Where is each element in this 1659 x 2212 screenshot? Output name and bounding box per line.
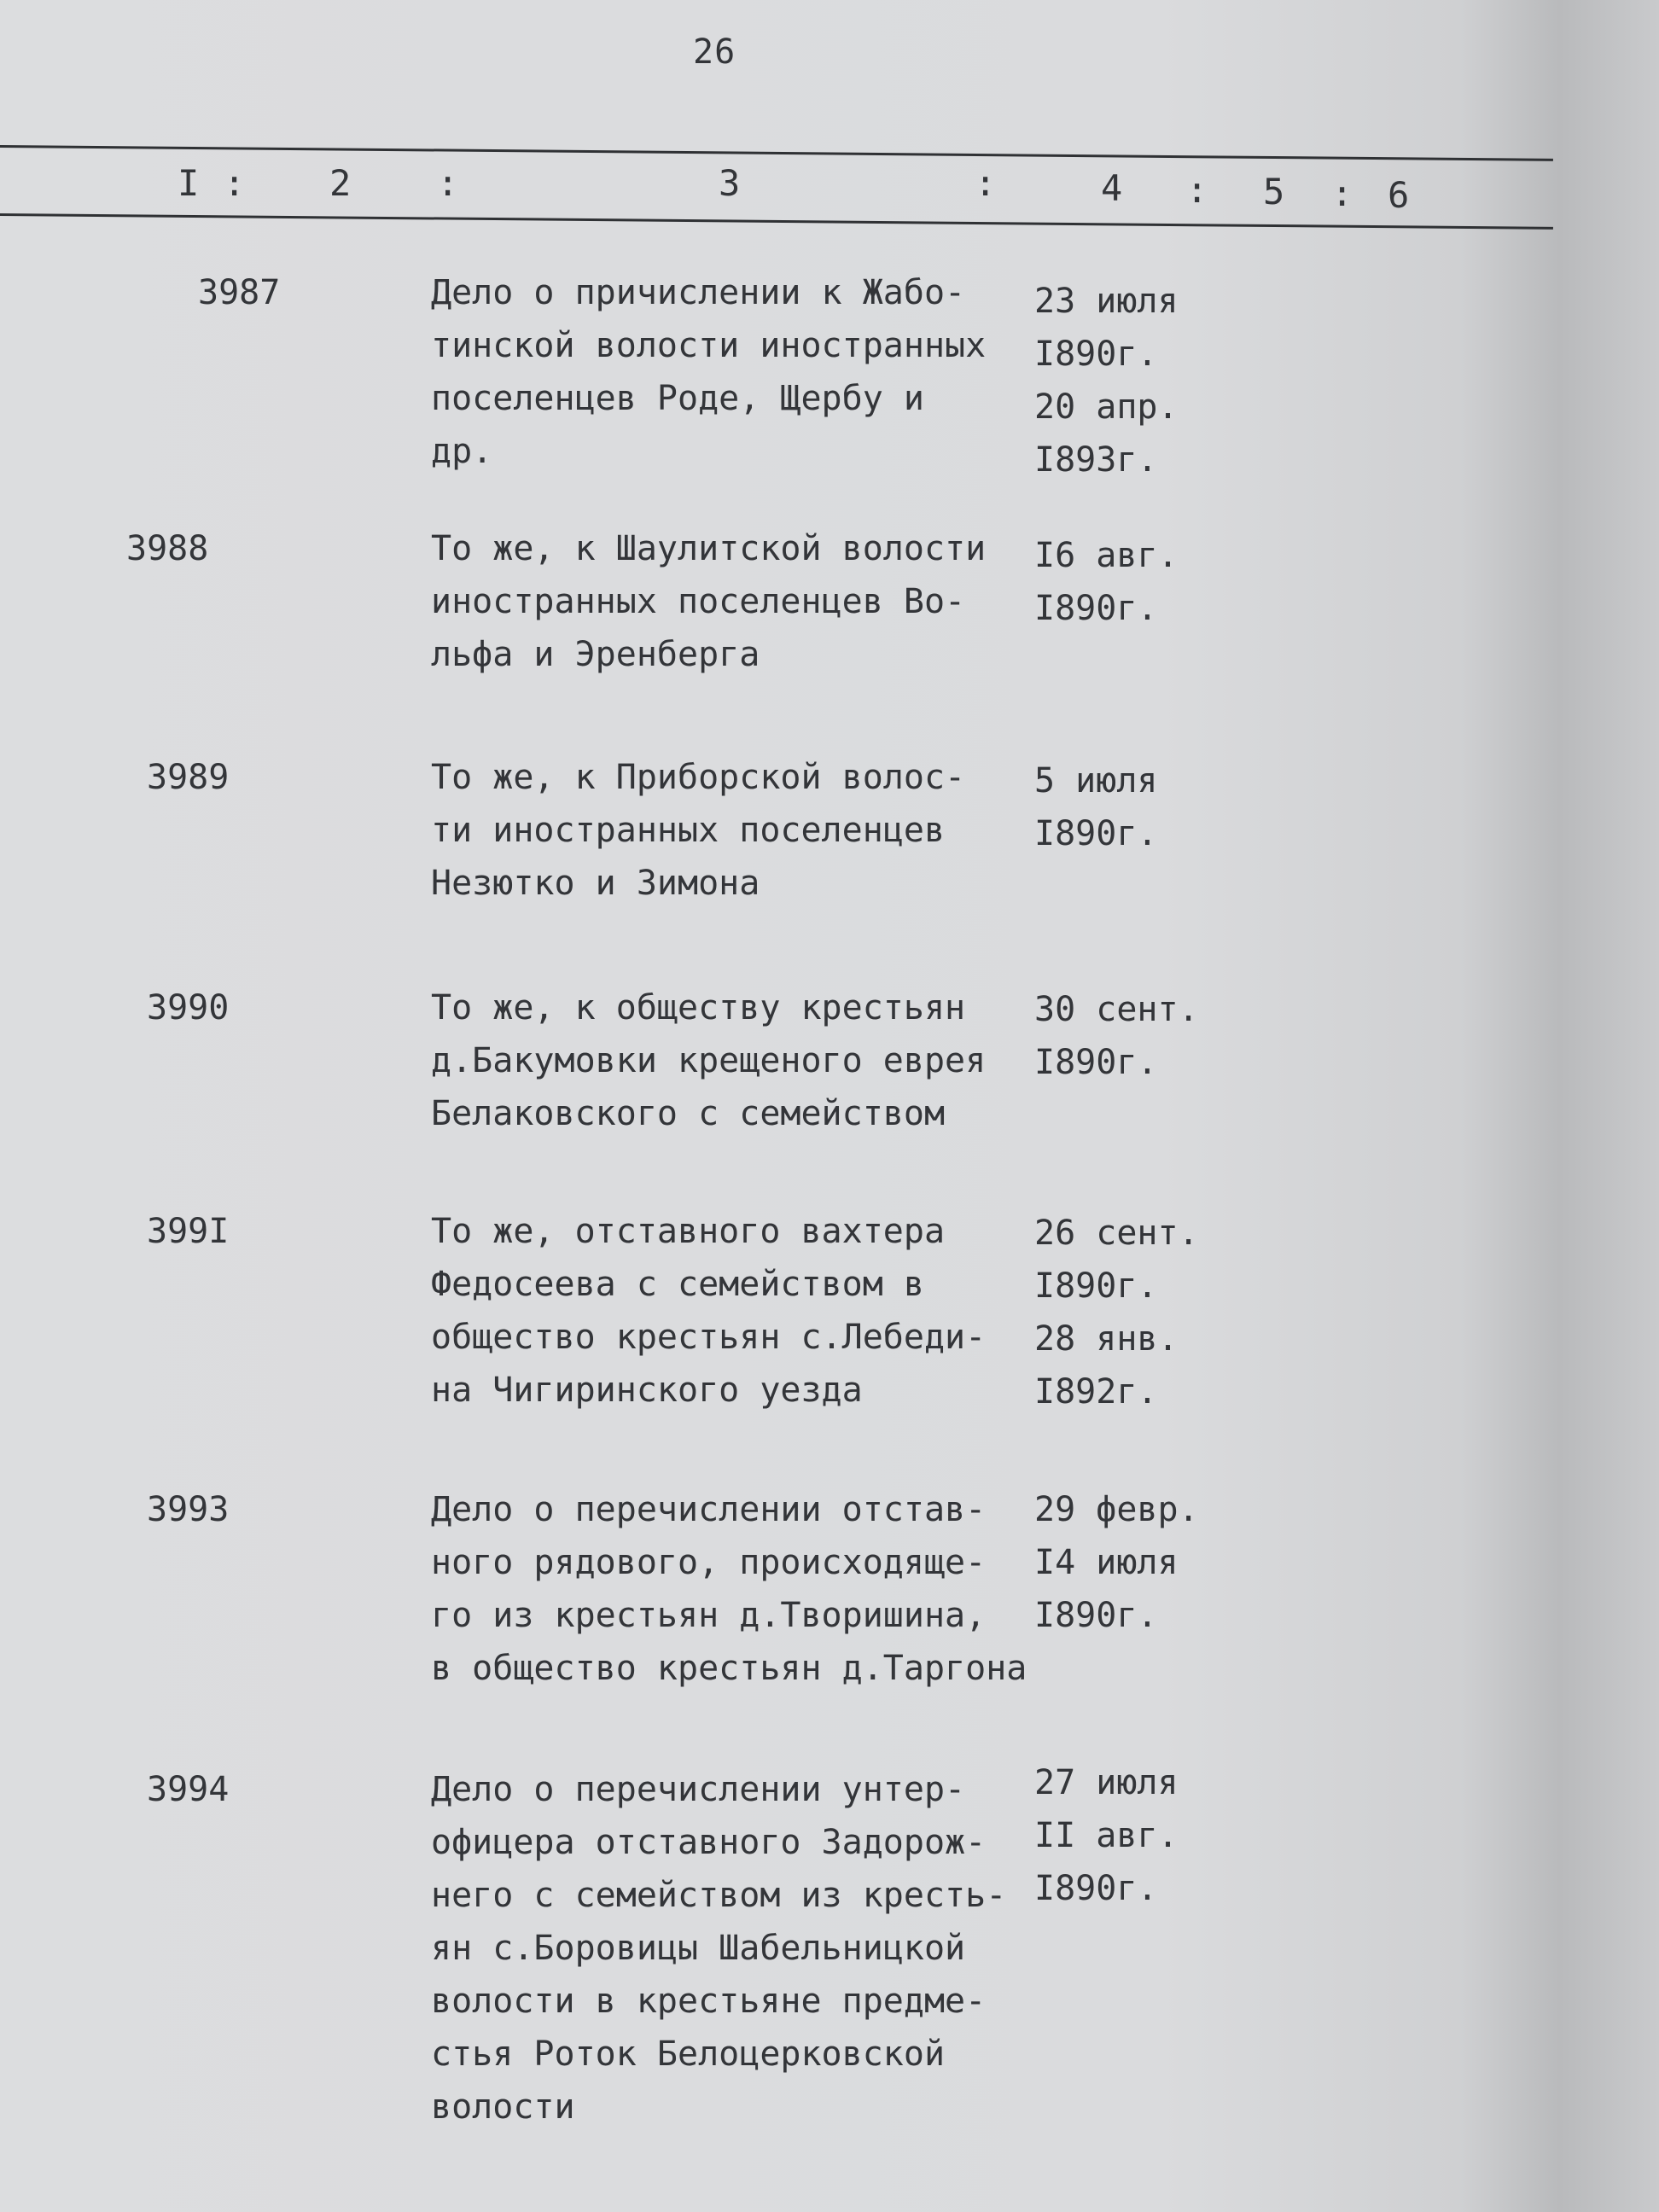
entry-description (431, 981, 1037, 1140)
description-line: ти иностранных поселенцев (431, 811, 946, 850)
entry-dates (1034, 275, 1239, 486)
date-line: 27 июля (1034, 1763, 1179, 1802)
description-line: Дело о перечислении унтер- (431, 1770, 966, 1809)
entry-dates (1034, 983, 1239, 1089)
column-separator: : (1331, 172, 1353, 214)
description-line: То же, к Приборской волос- (431, 758, 966, 797)
date-line: 23 июля (1034, 282, 1179, 321)
date-line: 28 янв. (1034, 1319, 1179, 1359)
date-line: 29 февр. (1034, 1490, 1199, 1529)
entry-number: 3994 (147, 1770, 230, 1809)
description-line: общество крестьян с.Лебеди- (431, 1318, 987, 1357)
date-line: II авг. (1034, 1816, 1179, 1855)
description-line: го из крестьян д.Творишина, (431, 1596, 987, 1635)
entry-dates (1034, 1207, 1239, 1418)
entry-description (431, 522, 1037, 681)
column-header-3: 3 (719, 162, 741, 204)
date-line: I890г. (1034, 589, 1158, 628)
description-line: Федосеева с семейством в (431, 1265, 924, 1304)
date-line: I890г. (1034, 1043, 1158, 1082)
description-line: иностранных поселенцев Во- (431, 582, 966, 621)
column-header-2: 2 (329, 162, 352, 204)
column-header-6: 6 (1388, 174, 1410, 216)
entry-description (431, 1763, 1037, 2133)
date-line: 20 апр. (1034, 387, 1179, 427)
entry-description (431, 751, 1037, 910)
description-line: Белаковского с семейством (431, 1094, 946, 1133)
description-line: ян с.Боровицы Шабельницкой (431, 1929, 966, 1968)
description-line: в общество крестьян д.Таргона (431, 1649, 1027, 1688)
column-separator: : (224, 162, 246, 204)
header-bottom-rule (0, 213, 1553, 230)
date-line: I6 авг. (1034, 536, 1179, 575)
column-header-1: I (178, 162, 200, 204)
column-separator: : (1186, 169, 1208, 211)
description-line: офицера отставного Задорож- (431, 1823, 987, 1862)
description-line: Незютко и Зимона (431, 864, 760, 903)
entry-description (431, 266, 1037, 478)
entry-dates (1034, 529, 1239, 635)
description-line: То же, отставного вахтера (431, 1212, 946, 1251)
date-line: I890г. (1034, 1596, 1158, 1635)
description-line: Дело о причислении к Жабо- (431, 273, 966, 312)
column-separator: : (437, 162, 459, 204)
column-separator: : (975, 162, 997, 204)
entry-number: 3990 (147, 988, 230, 1027)
description-line: тинской волости иностранных (431, 326, 987, 365)
entry-dates (1034, 1483, 1239, 1642)
date-line: I890г. (1034, 1869, 1158, 1908)
description-line: поселенцев Роде, Щербу и (431, 379, 924, 418)
date-line: I890г. (1034, 1266, 1158, 1306)
date-line: 26 сент. (1034, 1214, 1199, 1253)
description-line: льфа и Эренберга (431, 635, 760, 674)
description-line: Дело о перечислении отстав- (431, 1490, 987, 1529)
entry-number: 3989 (147, 758, 230, 797)
description-line: волости в крестьяне предме- (431, 1982, 987, 2021)
entry-description (431, 1483, 1037, 1695)
description-line: стья Роток Белоцерковской (431, 2034, 946, 2074)
header-top-rule (0, 145, 1553, 161)
description-line: волости (431, 2087, 575, 2127)
entry-number: 3987 (198, 273, 281, 312)
description-line: ного рядового, происходяще- (431, 1543, 987, 1582)
date-line: 30 сент. (1034, 990, 1199, 1029)
page-number: 26 (693, 32, 736, 72)
description-line: То же, к Шаулитской волости (431, 529, 987, 568)
entry-number: 399I (147, 1212, 230, 1251)
description-line: др. (431, 432, 493, 471)
description-line: д.Бакумовки крещеного еврея (431, 1041, 987, 1080)
entry-number: 3988 (126, 529, 209, 568)
entry-number: 3993 (147, 1490, 230, 1529)
date-line: I4 июля (1034, 1543, 1179, 1582)
description-line: на Чигиринского уезда (431, 1371, 863, 1410)
date-line: I893г. (1034, 440, 1158, 480)
date-line: I892г. (1034, 1372, 1158, 1412)
date-line: I890г. (1034, 335, 1158, 374)
entry-dates (1034, 1756, 1239, 1915)
description-line: него с семейством из кресть- (431, 1876, 1007, 1915)
entry-description (431, 1205, 1037, 1417)
date-line: I890г. (1034, 814, 1158, 853)
description-line: То же, к обществу крестьян (431, 988, 966, 1027)
column-header-4: 4 (1101, 167, 1123, 209)
column-header-5: 5 (1263, 171, 1285, 212)
date-line: 5 июля (1034, 761, 1158, 800)
entry-dates (1034, 754, 1239, 860)
